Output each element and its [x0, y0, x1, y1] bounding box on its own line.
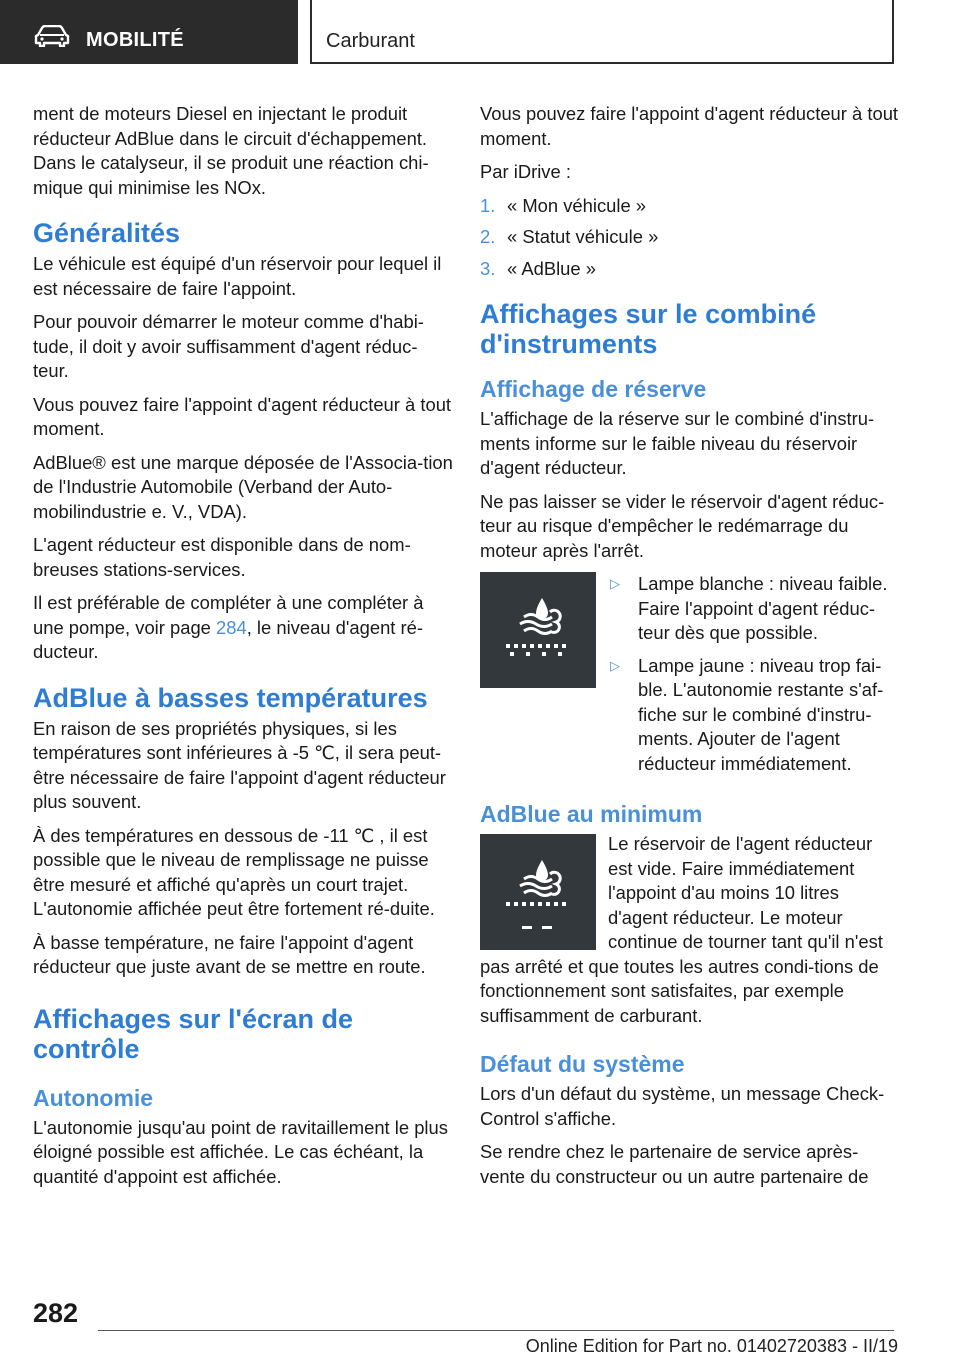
step-number: 1.	[480, 194, 496, 216]
step-number: 2.	[480, 226, 496, 247]
paragraph: L'autonomie jusqu'au point de ravitaillement le plus éloigné possible est affichée. Le cas échéant, la quantité d'appoint est affichée.	[33, 1116, 448, 1187]
triangle-bullet-icon: ▷	[610, 657, 620, 673]
triangle-bullet-icon: ▷	[610, 576, 620, 591]
bullet-text: Lampe blanche : niveau faible. Faire l'appoint d'agent réduc-teur dès que possible.	[638, 573, 888, 643]
header-section	[310, 0, 894, 64]
paragraph	[33, 591, 453, 665]
bullet-text: Lampe jaune : niveau trop fai-ble. L'autonomie restante s'af-fiche sur le combiné d'instru-ments. Ajouter de l'agent réducteur immédiatement.	[638, 654, 884, 774]
paragraph: Ne pas laisser se vider le réservoir d'agent réduc-teur au risque d'empêcher le redémarrage du moteur après l'arrêt.	[480, 490, 885, 561]
paragraph-text: , le niveau d'agent ré-ducteur.	[33, 616, 423, 662]
step-text: « Statut véhicule »	[507, 226, 659, 247]
heading-autonomie: Autonomie	[33, 1084, 154, 1111]
paragraph: À des températures en dessous de -11 ℃ , il est possible que le niveau de remplissage ne puisse être mesuré et affiché qu'après un court trajet. L'autonomie affichée peut être fortement ré-duite.	[33, 824, 435, 919]
page-link[interactable]: 284	[216, 616, 247, 638]
car-icon	[34, 25, 70, 52]
header-tab-label: MOBILITÉ	[86, 29, 184, 51]
page-number: 282	[33, 1298, 79, 1328]
step-number: 3.	[480, 257, 496, 279]
right-column	[480, 102, 900, 1198]
adblue-empty-indicator-icon	[480, 834, 596, 950]
heading-generalites: Généralités	[33, 218, 181, 248]
edition-footer: Online Edition for Part no. 01402720383 - II/19	[525, 1336, 898, 1356]
paragraph-text: Il est préférable de compléter à une compléter à une pompe, voir page	[33, 592, 424, 638]
heading-ecran-controle: Affichages sur l'écran de contrôle	[33, 1003, 354, 1064]
list-item	[480, 194, 900, 219]
heading-defaut-systeme: Défaut du système	[480, 1051, 685, 1077]
heading-basses-temperatures: AdBlue à basses températures	[33, 682, 428, 713]
paragraph: L'agent réducteur est disponible dans de nom-breuses stations-services.	[33, 534, 411, 580]
heading-combine-instruments: Affichages sur le combiné d'instruments	[480, 299, 817, 359]
intro-paragraph: ment de moteurs Diesel en injectant le produit réducteur AdBlue dans le circuit d'échappement. Dans le catalyseur, il se produit une réaction chi-mique qui minimise les NOx.	[33, 103, 429, 198]
paragraph: Vous pouvez faire l'appoint d'agent réducteur à tout moment.	[480, 103, 899, 149]
paragraph: Par iDrive :	[480, 161, 571, 182]
adblue-reserve-indicator-icon	[480, 572, 596, 688]
lamp-list	[608, 572, 900, 784]
idrive-steps	[480, 194, 900, 282]
step-text: « AdBlue »	[507, 257, 596, 279]
header-tab[interactable]	[0, 0, 298, 64]
list-item	[480, 225, 900, 250]
paragraph: Le réservoir de l'agent réducteur est vide. Faire immédiatement l'appoint d'au moins 10 litres d'agent réducteur. Le moteur continue de tourner tant qu'il n'est pas arrêté et que toutes les autres condi-tions de fonctionnement sont satisfaites, par exemple suffisamment de carburant.	[480, 833, 883, 1026]
paragraph: Pour pouvoir démarrer le moteur comme d'habi-tude, il doit y avoir suffisamment d'agent réduc-teur.	[33, 311, 424, 381]
paragraph: Vous pouvez faire l'appoint d'agent réducteur à tout moment.	[33, 393, 452, 439]
list-item	[480, 257, 900, 282]
paragraph: En raison de ses propriétés physiques, si les températures sont inférieures à -5 ℃, il sera peut-être nécessaire de faire l'appoint d'agent réducteur plus souvent.	[33, 717, 446, 812]
heading-adblue-minimum: AdBlue au minimum	[480, 801, 703, 827]
minimum-block	[480, 832, 900, 1028]
paragraph: Se rendre chez le partenaire de service après-vente du constructeur ou un autre partenaire de	[480, 1141, 869, 1187]
paragraph: L'affichage de la réserve sur le combiné d'instru-ments informe sur le faible niveau du réservoir d'agent réducteur.	[480, 408, 875, 478]
paragraph: Le véhicule est équipé d'un réservoir pour lequel il est nécessaire de faire l'appoint.	[33, 253, 442, 299]
list-item	[608, 572, 900, 646]
step-text: « Mon véhicule »	[507, 194, 647, 216]
left-column	[33, 102, 453, 1198]
list-item	[608, 654, 900, 777]
paragraph: À basse température, ne faire l'appoint d'agent réducteur que juste avant de se mettre en route.	[33, 931, 426, 977]
reserve-indicator-block	[480, 572, 900, 784]
heading-affichage-reserve: Affichage de réserve	[480, 376, 707, 402]
paragraph: Lors d'un défaut du système, un message Check-Control s'affiche.	[480, 1083, 885, 1129]
paragraph: AdBlue® est une marque déposée de l'Associa-tion de l'Industrie Automobile (Verband der Auto-mobilindustrie e. V., VDA).	[33, 451, 453, 522]
footer-divider	[98, 1330, 894, 1331]
section-title: Carburant	[326, 30, 415, 52]
